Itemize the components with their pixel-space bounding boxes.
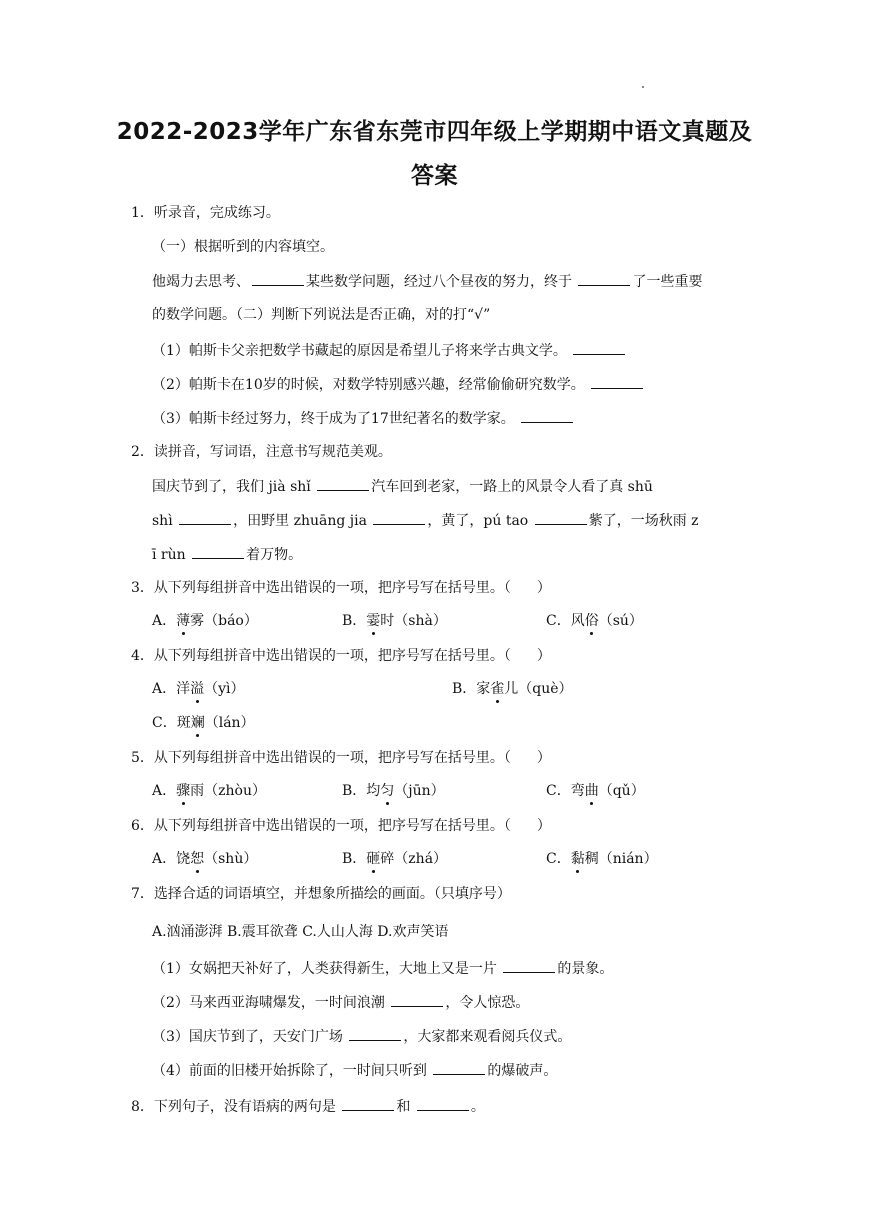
emphasis-char: 溢 [190, 681, 205, 697]
q4-option-a [152, 679, 245, 699]
q1-stem: 1．听录音，完成练习。 [131, 205, 280, 221]
q8-text: 和 [396, 1099, 411, 1115]
option-label: A．饶 [152, 851, 191, 867]
answer-blank[interactable] [578, 271, 630, 286]
q7-text: 的爆破声。 [487, 1063, 558, 1079]
q8-stem [131, 1096, 485, 1117]
q7-text: ，大家都来观看阅兵仪式。 [403, 1029, 572, 1045]
option-text: 雨（zhòu） [190, 783, 266, 799]
answer-blank[interactable] [252, 271, 304, 286]
emphasis-char: 斓 [190, 715, 205, 731]
option-text: （shù） [204, 851, 258, 867]
option-label: B． [342, 851, 367, 867]
q4-stem-end: ） [536, 648, 551, 664]
q1-fill-line-2: 的数学问题。（二）判断下列说法是否正确，对的打“√” [152, 307, 491, 323]
q1-judge-3-text: （3）帕斯卡经过努力，终于成为了17世纪著名的数学家。 [152, 411, 515, 427]
q5-option-a [152, 781, 266, 801]
q5-stem-text: 5．从下列每组拼音中选出错误的一项，把序号写在括号里。（ [131, 750, 511, 766]
answer-blank[interactable] [317, 476, 369, 491]
option-label: B．家 [452, 681, 491, 697]
answer-blank[interactable] [349, 1026, 401, 1041]
q7-sentence-1 [152, 958, 613, 979]
q6-stem-text: 6．从下列每组拼音中选出错误的一项，把序号写在括号里。（ [131, 818, 511, 834]
option-label: C．斑 [152, 715, 191, 731]
option-text: （yì） [204, 681, 245, 697]
q2-text: 汽车回到老家，一路上的风景令人看了真 shū [371, 479, 653, 495]
q7-text: （3）国庆节到了，天安门广场 [152, 1029, 343, 1045]
emphasis-char: 雀 [490, 681, 505, 697]
option-label: C． [546, 851, 571, 867]
answer-blank[interactable] [192, 544, 244, 559]
answer-blank[interactable] [391, 992, 443, 1007]
q2-line-1 [152, 476, 653, 497]
answer-blank[interactable] [503, 958, 555, 973]
q6-option-b [342, 849, 447, 869]
option-text: 碎（zhá） [380, 851, 448, 867]
document-title-line2: 答案 [411, 163, 458, 189]
option-text: 雾（báo） [190, 613, 258, 629]
q6-option-a [152, 849, 257, 869]
q8-text: 。 [470, 1099, 485, 1115]
q1-fill-text-a: 他竭力去思考、 [152, 274, 250, 290]
option-text: （lán） [204, 715, 255, 731]
option-text: 时（shà） [380, 613, 447, 629]
q7-sentence-2 [152, 992, 529, 1013]
q5-stem-end: ） [536, 750, 551, 766]
option-label: C．弯 [546, 783, 585, 799]
q2-text: ，田野里 zhuāng jia [233, 513, 367, 529]
option-text: （jūn） [394, 783, 445, 799]
q4-stem [131, 646, 551, 666]
option-label: A． [152, 783, 177, 799]
q2-text: ，黄了，pú tao [427, 513, 529, 529]
answer-blank[interactable] [373, 510, 425, 525]
q4-option-c [152, 713, 255, 733]
q3-stem-end: ） [536, 580, 551, 596]
q2-line-3 [152, 544, 302, 565]
q1-sub1: （一）根据听到的内容填空。 [152, 239, 334, 255]
document-title-line1: 2022-2023学年广东省东莞市四年级上学期期中语文真题及 [116, 119, 753, 145]
emphasis-char: 俗 [584, 613, 599, 629]
answer-blank[interactable] [433, 1060, 485, 1075]
q2-text: 紫了，一场秋雨 z [588, 513, 699, 529]
q8-text: 8．下列句子，没有语病的两句是 [131, 1099, 336, 1115]
q7-sentence-4 [152, 1060, 557, 1081]
q6-stem [131, 816, 551, 836]
option-text: 稠（nián） [584, 851, 658, 867]
q7-sentence-3 [152, 1026, 571, 1047]
answer-blank[interactable] [535, 510, 587, 525]
q3-option-c [546, 611, 643, 631]
emphasis-char: 黏 [570, 851, 585, 867]
option-text: 儿（què） [504, 681, 573, 697]
emphasis-char: 薄 [176, 613, 191, 629]
answer-blank[interactable] [573, 340, 625, 355]
option-text: （sú） [598, 613, 643, 629]
q7-options: A.汹涌澎湃 B.震耳欲聋 C.人山人海 D.欢声笑语 [152, 924, 449, 940]
emphasis-char: 恕 [190, 851, 205, 867]
q1-judge-1 [152, 340, 627, 361]
answer-blank[interactable] [417, 1096, 469, 1111]
option-label: A． [152, 613, 177, 629]
q5-option-c [546, 781, 645, 801]
q2-text: ī rùn [152, 547, 186, 563]
q3-option-a [152, 611, 258, 631]
q7-stem: 7．选择合适的词语填空，并想象所描绘的画面。（只填序号） [131, 886, 511, 902]
answer-blank[interactable] [342, 1096, 394, 1111]
q7-text: （1）女娲把天补好了，人类获得新生，大地上又是一片 [152, 961, 497, 977]
q7-text: ，令人惊恐。 [445, 995, 530, 1011]
q1-fill-text-c: 了一些重要 [632, 274, 703, 290]
q7-text: 的景象。 [557, 961, 614, 977]
q6-option-c [546, 849, 658, 869]
option-label: A．洋 [152, 681, 191, 697]
q1-fill-text-b: 某些数学问题，经过八个昼夜的努力，终于 [306, 274, 572, 290]
q2-text: 着万物。 [246, 547, 303, 563]
q1-judge-2-text: （2）帕斯卡在10岁的时候，对数学特别感兴趣，经常偷偷研究数学。 [152, 377, 585, 393]
q1-fill-line [152, 271, 702, 292]
answer-blank[interactable] [521, 408, 573, 423]
q2-text: shì [152, 513, 173, 529]
option-text: （qǔ） [598, 783, 645, 799]
q4-stem-text: 4．从下列每组拼音中选出错误的一项，把序号写在括号里。（ [131, 648, 511, 664]
option-label: B．均 [342, 783, 381, 799]
q3-stem [131, 578, 551, 598]
q7-text: （4）前面的旧楼开始拆除了，一时间只听到 [152, 1063, 427, 1079]
emphasis-char: 匀 [380, 783, 395, 799]
q1-judge-2 [152, 374, 645, 395]
emphasis-char: 砸 [366, 851, 381, 867]
option-label: C．风 [546, 613, 585, 629]
answer-blank[interactable] [591, 374, 643, 389]
q2-text: 国庆节到了，我们 jià shǐ [152, 479, 311, 495]
page-mark [642, 86, 644, 88]
emphasis-char: 霎 [366, 613, 381, 629]
q4-option-b [452, 679, 573, 699]
q3-stem-text: 3．从下列每组拼音中选出错误的一项，把序号写在括号里。（ [131, 580, 511, 596]
answer-blank[interactable] [179, 510, 231, 525]
q1-judge-1-text: （1）帕斯卡父亲把数学书藏起的原因是希望儿子将来学古典文学。 [152, 343, 567, 359]
q3-option-b [342, 611, 447, 631]
q6-stem-end: ） [536, 818, 551, 834]
q5-option-b [342, 781, 445, 801]
option-label: B． [342, 613, 367, 629]
q5-stem [131, 748, 551, 768]
q1-judge-3 [152, 408, 575, 429]
q7-text: （2）马来西亚海啸爆发，一时间浪潮 [152, 995, 385, 1011]
emphasis-char: 骤 [176, 783, 191, 799]
emphasis-char: 曲 [584, 783, 599, 799]
q2-line-2 [152, 510, 699, 531]
q2-stem: 2．读拼音，写词语，注意书写规范美观。 [131, 444, 392, 460]
